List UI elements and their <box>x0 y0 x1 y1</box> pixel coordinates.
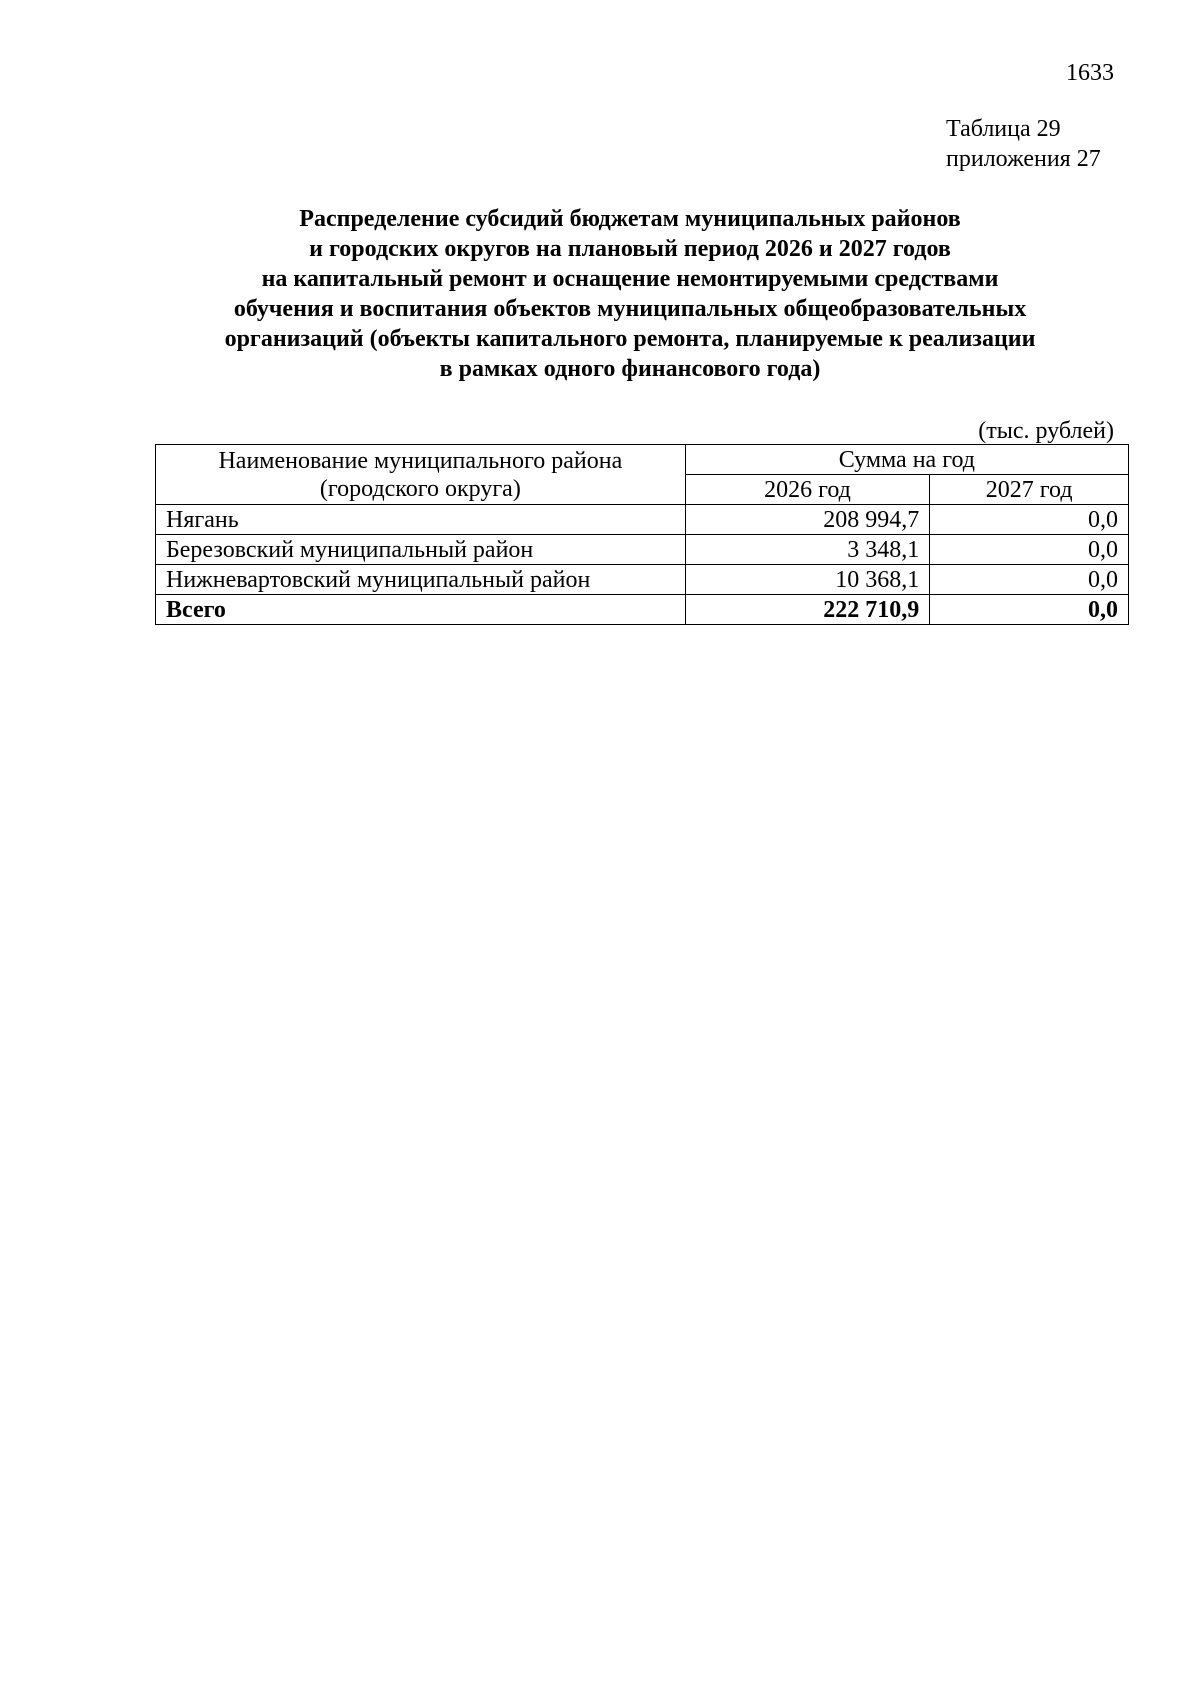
row-value-2027: 0,0 <box>930 565 1129 595</box>
row-value-2026: 10 368,1 <box>685 565 930 595</box>
header-year-2027: 2027 год <box>930 475 1129 505</box>
table-row <box>156 565 1129 595</box>
row-name: Нягань <box>156 505 686 535</box>
table-reference-line-2: приложения 27 <box>946 146 1101 172</box>
row-name: Нижневартовский муниципальный район <box>156 565 686 595</box>
total-value-2026: 222 710,9 <box>685 595 930 625</box>
row-value-2026: 3 348,1 <box>685 535 930 565</box>
header-name-line-1: Наименование муниципального района <box>218 448 623 474</box>
document-title <box>100 204 1160 384</box>
title-line: и городских округов на плановый период 2026 и 2027 годов <box>309 236 951 262</box>
table-row <box>156 505 1129 535</box>
title-line: в рамках одного финансового года) <box>439 356 821 382</box>
table-total-row <box>156 595 1129 625</box>
title-line: обучения и воспитания объектов муниципальных общеобразовательных <box>233 296 1027 322</box>
header-sum-group: Сумма на год <box>685 445 1128 475</box>
total-label: Всего <box>156 595 686 625</box>
row-value-2027: 0,0 <box>930 535 1129 565</box>
table-row <box>156 535 1129 565</box>
table-header-row <box>156 445 1129 475</box>
title-line: организаций (объекты капитального ремонта, планируемые к реализации <box>224 326 1036 352</box>
header-year-2026: 2026 год <box>685 475 930 505</box>
row-value-2027: 0,0 <box>930 505 1129 535</box>
row-name: Березовский муниципальный район <box>156 535 686 565</box>
title-line: на капитальный ремонт и оснащение немонтируемыми средствами <box>261 266 999 292</box>
subsidy-table <box>155 444 1129 625</box>
header-name-cell <box>156 445 686 505</box>
header-name-line-2: (городского округа) <box>319 476 521 502</box>
title-line: Распределение субсидий бюджетам муниципальных районов <box>299 206 961 232</box>
table-reference-line-1: Таблица 29 <box>946 116 1061 142</box>
row-value-2026: 208 994,7 <box>685 505 930 535</box>
table-reference <box>946 114 1101 174</box>
total-value-2027: 0,0 <box>930 595 1129 625</box>
page-number: 1633 <box>1066 60 1114 86</box>
units-label: (тыс. рублей) <box>978 418 1114 444</box>
